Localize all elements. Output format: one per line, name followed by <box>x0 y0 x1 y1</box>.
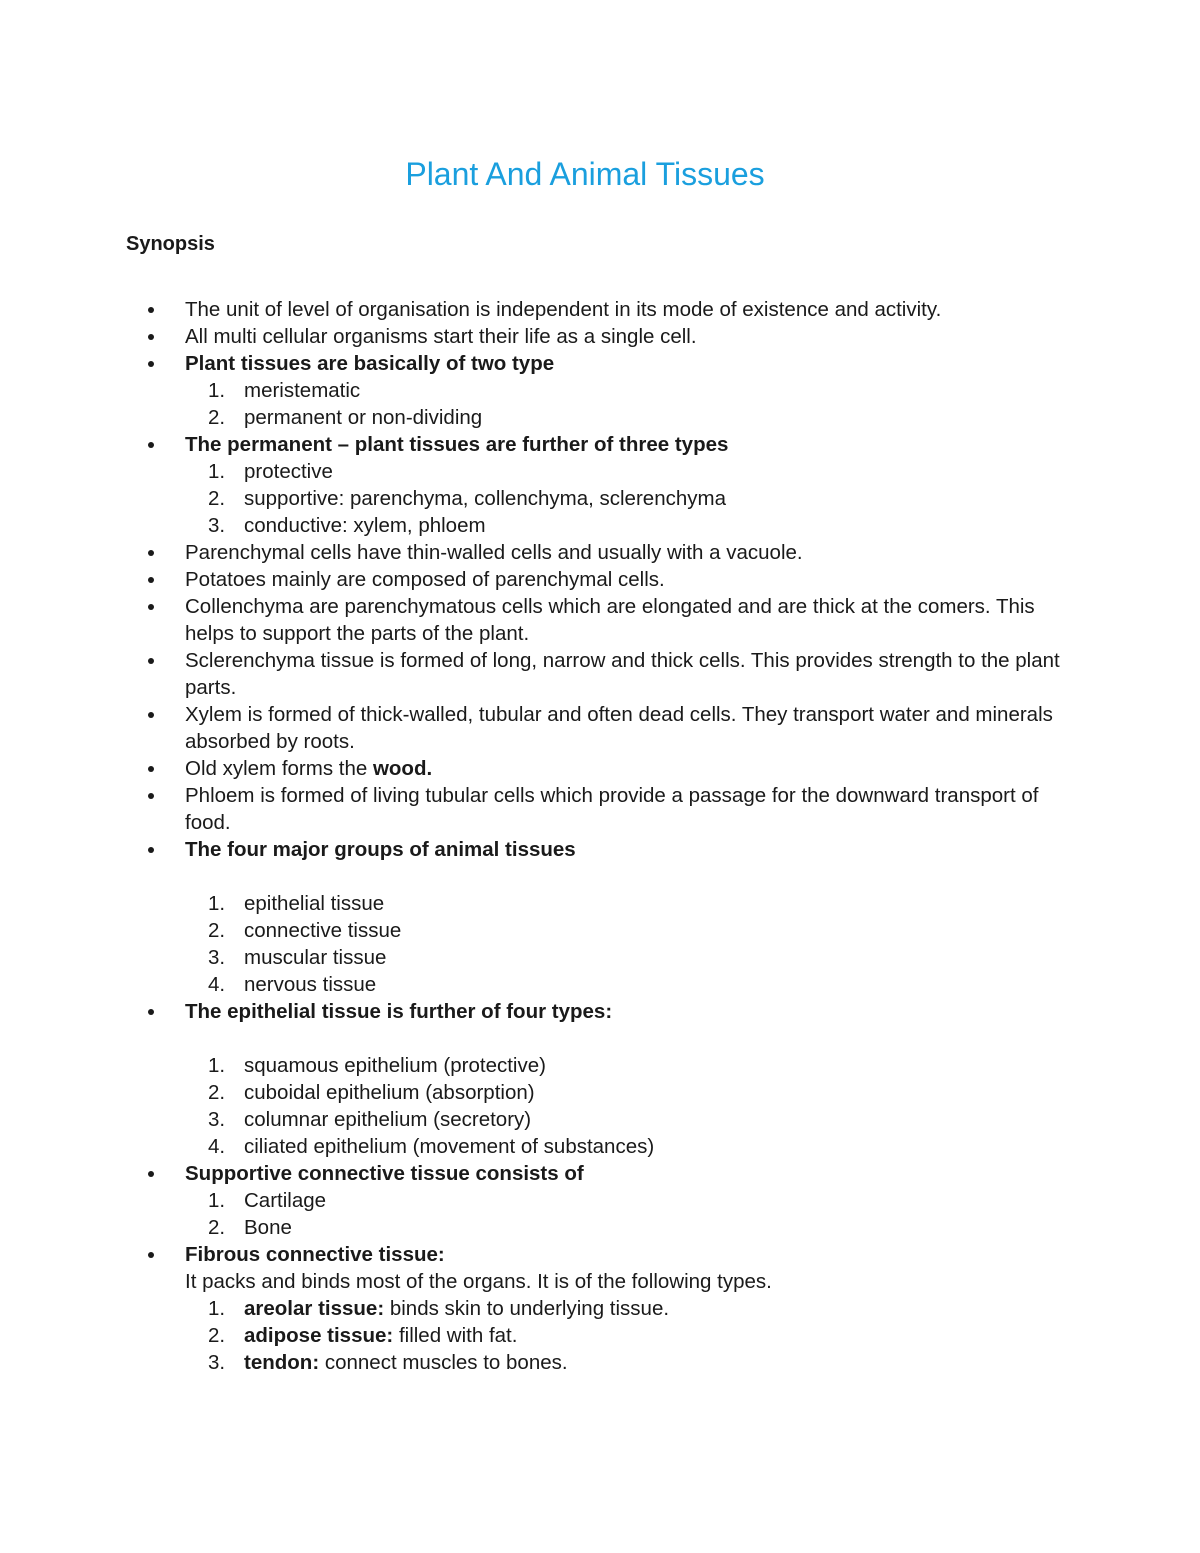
numbered-item <box>140 1187 1060 1214</box>
list-number: 2. <box>208 1324 226 1347</box>
text-run: muscular tissue <box>244 946 387 969</box>
numbered-item <box>140 1106 1060 1133</box>
text-run: conductive: xylem, phloem <box>244 514 486 537</box>
bullet-item <box>140 323 1060 350</box>
text-run: squamous epithelium (protective) <box>244 1054 546 1077</box>
numbered-item <box>140 377 1060 404</box>
document-body <box>140 296 1060 1376</box>
text-run: permanent or non-dividing <box>244 406 483 429</box>
bullet-item <box>140 593 1060 647</box>
bullet-icon <box>148 604 154 610</box>
bold-text: adipose tissue: <box>244 1324 394 1347</box>
bullet-item <box>140 755 1060 782</box>
list-number: 1. <box>208 379 226 402</box>
bullet-icon <box>148 1009 154 1015</box>
bold-text: Plant tissues are basically of two type <box>185 352 555 375</box>
continuation-text <box>140 1268 1060 1295</box>
bullet-item <box>140 782 1060 836</box>
numbered-item <box>140 404 1060 431</box>
bullet-icon <box>148 712 154 718</box>
list-number: 2. <box>208 1216 226 1239</box>
bullet-icon <box>148 334 154 340</box>
numbered-item <box>140 1349 1060 1376</box>
bullet-item <box>140 431 1060 458</box>
list-number: 2. <box>208 919 226 942</box>
numbered-item <box>140 512 1060 539</box>
list-number: 4. <box>208 1135 226 1158</box>
list-number: 3. <box>208 514 226 537</box>
bold-text: wood. <box>372 757 433 780</box>
bullet-icon <box>148 658 154 664</box>
numbered-item <box>140 917 1060 944</box>
bullet-icon <box>148 847 154 853</box>
text-run: Sclerenchyma tissue is formed of long, narrow and thick cells. This provides strength to the plant parts. <box>185 649 1060 699</box>
list-number: 1. <box>208 892 226 915</box>
bullet-item <box>140 701 1060 755</box>
bullet-item <box>140 647 1060 701</box>
numbered-item <box>140 1214 1060 1241</box>
text-run: All multi cellular organisms start their life as a single cell. <box>185 325 697 348</box>
text-run: cuboidal epithelium (absorption) <box>244 1081 535 1104</box>
text-run: ciliated epithelium (movement of substances) <box>244 1135 655 1158</box>
list-number: 2. <box>208 406 226 429</box>
bold-text: The four major groups of animal tissues <box>185 838 576 861</box>
numbered-item <box>140 1052 1060 1079</box>
bullet-icon <box>148 307 154 313</box>
numbered-item <box>140 1322 1060 1349</box>
spacer <box>140 1025 1060 1052</box>
text-run: Old xylem forms the <box>185 757 373 780</box>
bold-text: The permanent – plant tissues are further of three types <box>185 433 729 456</box>
text-run: The unit of level of organisation is independent in its mode of existence and activity. <box>185 298 942 321</box>
bullet-icon <box>148 361 154 367</box>
bullet-item <box>140 1241 1060 1268</box>
numbered-item <box>140 944 1060 971</box>
text-run: binds skin to underlying tissue. <box>384 1297 670 1320</box>
bullet-icon <box>148 1252 154 1258</box>
list-number: 2. <box>208 487 226 510</box>
numbered-item <box>140 458 1060 485</box>
bullet-icon <box>148 766 154 772</box>
bullet-icon <box>148 550 154 556</box>
text-run: Potatoes mainly are composed of parenchymal cells. <box>185 568 665 591</box>
bullet-icon <box>148 442 154 448</box>
list-number: 1. <box>208 1189 226 1212</box>
bullet-item <box>140 1160 1060 1187</box>
numbered-item <box>140 1133 1060 1160</box>
text-run: epithelial tissue <box>244 892 385 915</box>
bold-text: areolar tissue: <box>244 1297 385 1320</box>
list-number: 3. <box>208 946 226 969</box>
bullet-item <box>140 566 1060 593</box>
list-number: 3. <box>208 1351 226 1374</box>
bullet-item <box>140 836 1060 863</box>
numbered-item <box>140 485 1060 512</box>
list-number: 1. <box>208 1297 226 1320</box>
text-run: Xylem is formed of thick-walled, tubular and often dead cells. They transport water and minerals absorbed by roots. <box>185 703 1053 753</box>
numbered-item <box>140 1295 1060 1322</box>
text-run: Collenchyma are parenchymatous cells which are elongated and are thick at the comers. This helps to support the parts of the plant. <box>185 595 1035 645</box>
text-run: filled with fat. <box>393 1324 518 1347</box>
bold-text: Supportive connective tissue consists of <box>185 1162 584 1185</box>
list-number: 4. <box>208 973 226 996</box>
text-run: Cartilage <box>244 1189 327 1212</box>
text-run: nervous tissue <box>244 973 377 996</box>
text-run: protective <box>244 460 333 483</box>
text-run: columnar epithelium (secretory) <box>244 1108 532 1131</box>
text-run: supportive: parenchyma, collenchyma, sclerenchyma <box>244 487 726 510</box>
list-number: 1. <box>208 1054 226 1077</box>
page-title: Plant And Animal Tissues <box>405 156 765 192</box>
section-heading: Synopsis <box>126 233 215 255</box>
spacer <box>140 863 1060 890</box>
text-run: Bone <box>244 1216 292 1239</box>
text-run: Phloem is formed of living tubular cells which provide a passage for the downward transport of food. <box>185 784 1039 834</box>
numbered-item <box>140 1079 1060 1106</box>
bold-text: tendon: <box>244 1351 320 1374</box>
bullet-icon <box>148 577 154 583</box>
bold-text: Fibrous connective tissue: <box>185 1243 445 1266</box>
text-run: meristematic <box>244 379 361 402</box>
bullet-item <box>140 539 1060 566</box>
bullet-item <box>140 296 1060 323</box>
list-number: 1. <box>208 460 226 483</box>
bullet-item <box>140 998 1060 1025</box>
text-run: It packs and binds most of the organs. It is of the following types. <box>185 1270 772 1293</box>
numbered-item <box>140 971 1060 998</box>
text-run: Parenchymal cells have thin-walled cells and usually with a vacuole. <box>185 541 803 564</box>
list-number: 2. <box>208 1081 226 1104</box>
bullet-icon <box>148 1171 154 1177</box>
bullet-icon <box>148 793 154 799</box>
text-run: connect muscles to bones. <box>319 1351 568 1374</box>
list-number: 3. <box>208 1108 226 1131</box>
bullet-item <box>140 350 1060 377</box>
numbered-item <box>140 890 1060 917</box>
bold-text: The epithelial tissue is further of four types: <box>185 1000 613 1023</box>
text-run: connective tissue <box>244 919 402 942</box>
